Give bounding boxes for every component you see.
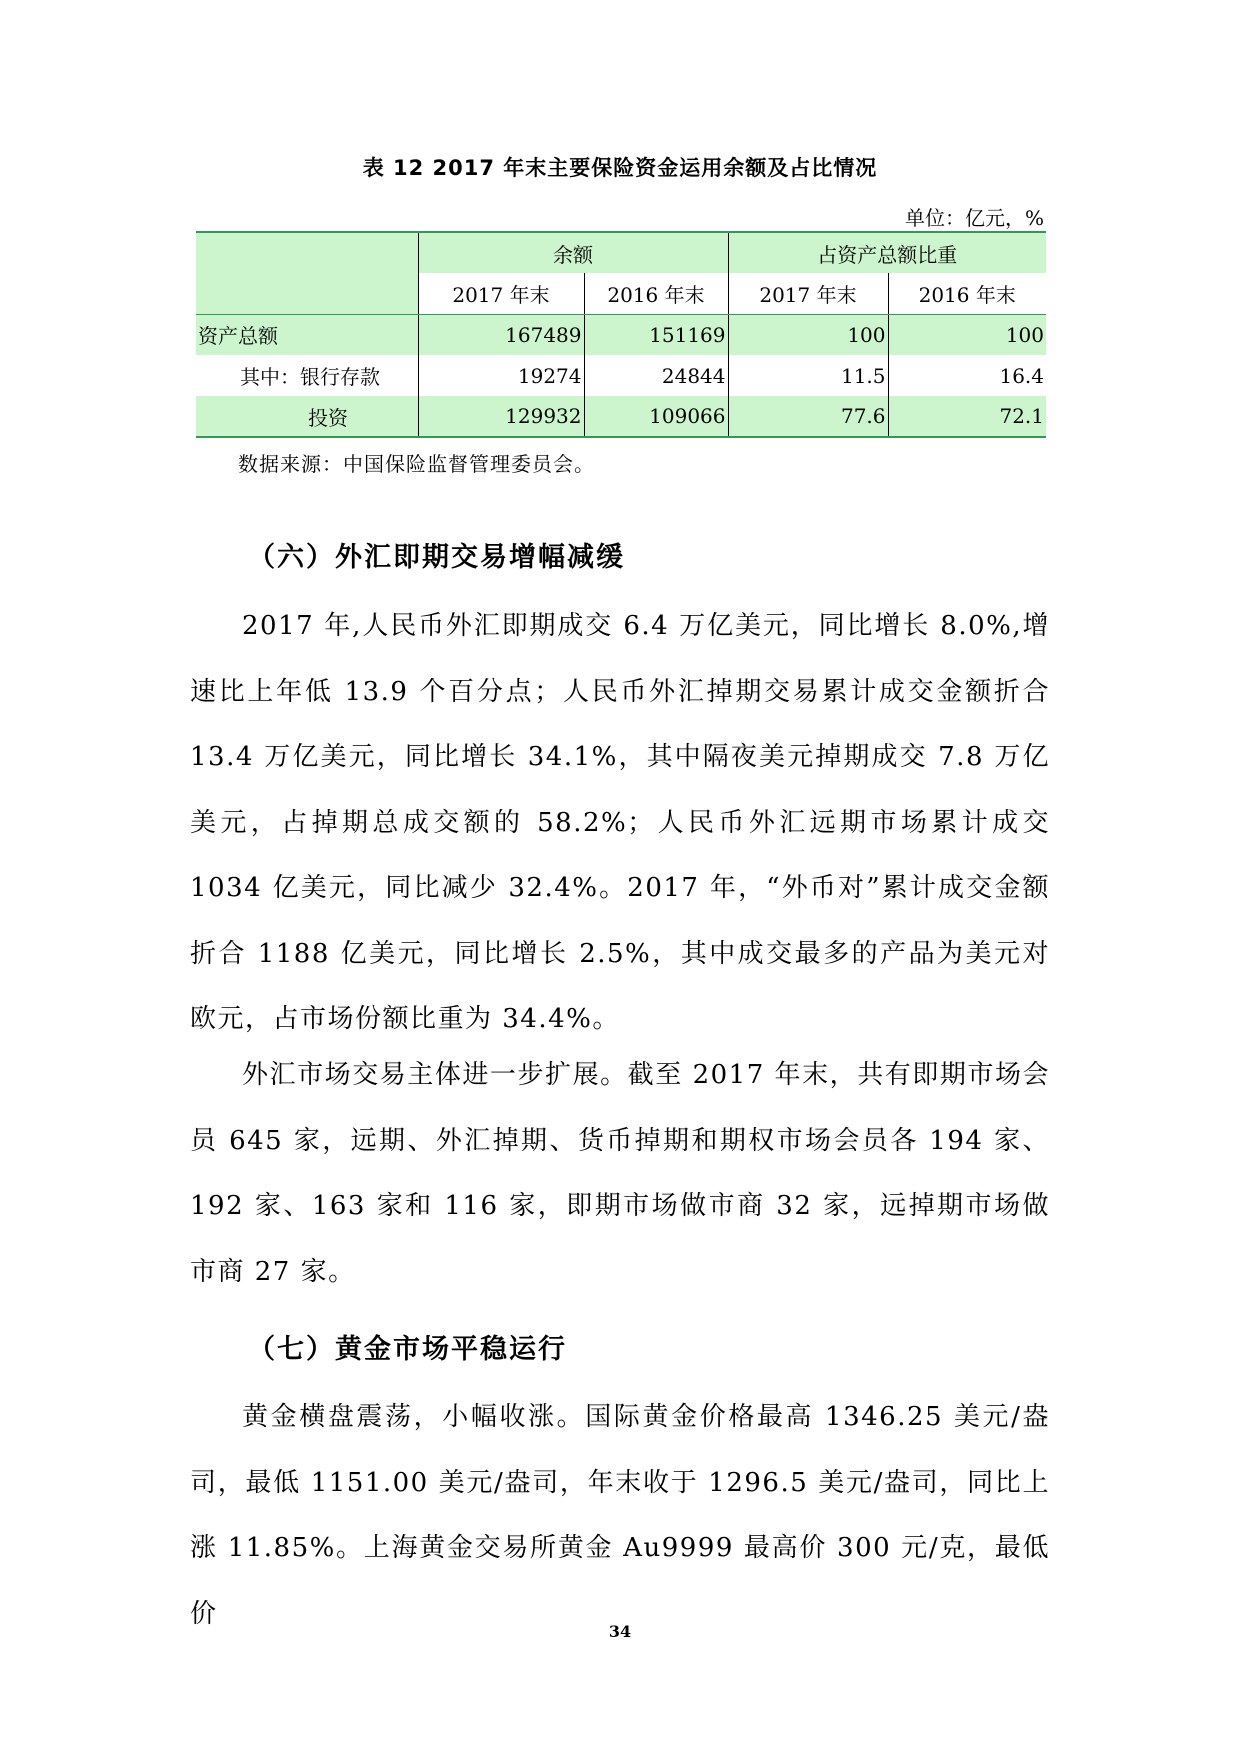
subheader-cell: 2017 年末	[418, 273, 584, 314]
table-row	[196, 355, 1046, 396]
subheader-cell: 2016 年末	[888, 273, 1046, 314]
paragraph-gold-market: 黄金横盘震荡，小幅收涨。国际黄金价格最高 1346.25 美元/盎司，最低 1151.00 美元/盎司，年末收于 1296.5 美元/盎司，同比上涨 11.85%。上海黄金交易所黄金 Au9999 最高价 300 元/克，最低价	[190, 1402, 1050, 1629]
row-label: 投资	[196, 396, 418, 437]
subheader-cell: 2016 年末	[584, 273, 728, 314]
paragraph-fx-spot: 2017 年,人民币外汇即期成交 6.4 万亿美元，同比增长 8.0%,增速比上年低 13.9 个百分点；人民币外汇掉期交易累计成交金额折合 13.4 万亿美元，同比增长 34.1%，其中隔夜美元掉期成交 7.8 万亿美元，占掉期总成交额的 58.2%；人民币外汇远期市场累计成交 1034 亿美元，同比减少 32.4%。2017 年，“外币对”累计成交金额折合 1188 亿美元，同比增长 2.5%，其中成交最多的产品为美元对欧元，占市场份额比重为 34.4%。	[190, 611, 1050, 1034]
table-subheader-row	[196, 273, 1046, 314]
table-cell: 151169	[584, 314, 728, 355]
table-cell: 19274	[418, 355, 584, 396]
table-cell: 11.5	[728, 355, 888, 396]
paragraph-fx-participants: 外汇市场交易主体进一步扩展。截至 2017 年末，共有即期市场会员 645 家，远期、外汇掉期、货币掉期和期权市场会员各 194 家、192 家、163 家和 116 家，即期市场做市商 32 家，远掉期市场做市商 27 家。	[190, 1060, 1050, 1287]
table-row	[196, 396, 1046, 437]
table-cell: 167489	[418, 314, 584, 355]
group-header-share: 占资产总额比重	[728, 232, 1046, 273]
table-cell: 24844	[584, 355, 728, 396]
section-heading-gold: （七）黄金市场平稳运行	[248, 1334, 567, 1365]
section-heading-fx: （六）外汇即期交易增幅减缓	[248, 542, 625, 573]
table-cell: 16.4	[888, 355, 1046, 396]
table-cell: 129932	[418, 396, 584, 437]
table-cell: 109066	[584, 396, 728, 437]
row-label: 资产总额	[198, 324, 278, 349]
table-cell: 72.1	[888, 396, 1046, 437]
insurance-funds-table	[196, 231, 1046, 438]
group-header-balance: 余额	[418, 232, 728, 273]
table-unit: 单位：亿元，%	[904, 206, 1044, 230]
table-cell: 100	[888, 314, 1046, 355]
page-number: 34	[608, 1622, 632, 1641]
table-title: 表 12 2017 年末主要保险资金运用余额及占比情况	[362, 156, 878, 180]
table-row	[196, 314, 1046, 355]
table-header-row	[196, 232, 1046, 273]
subheader-cell: 2017 年末	[728, 273, 888, 314]
table-corner-cell	[196, 232, 418, 273]
table-source-note: 数据来源：中国保险监督管理委员会。	[238, 452, 595, 476]
table-corner-cell-2	[196, 273, 418, 314]
table-cell: 100	[728, 314, 888, 355]
row-label: 其中：银行存款	[240, 365, 380, 389]
table-cell: 77.6	[728, 396, 888, 437]
